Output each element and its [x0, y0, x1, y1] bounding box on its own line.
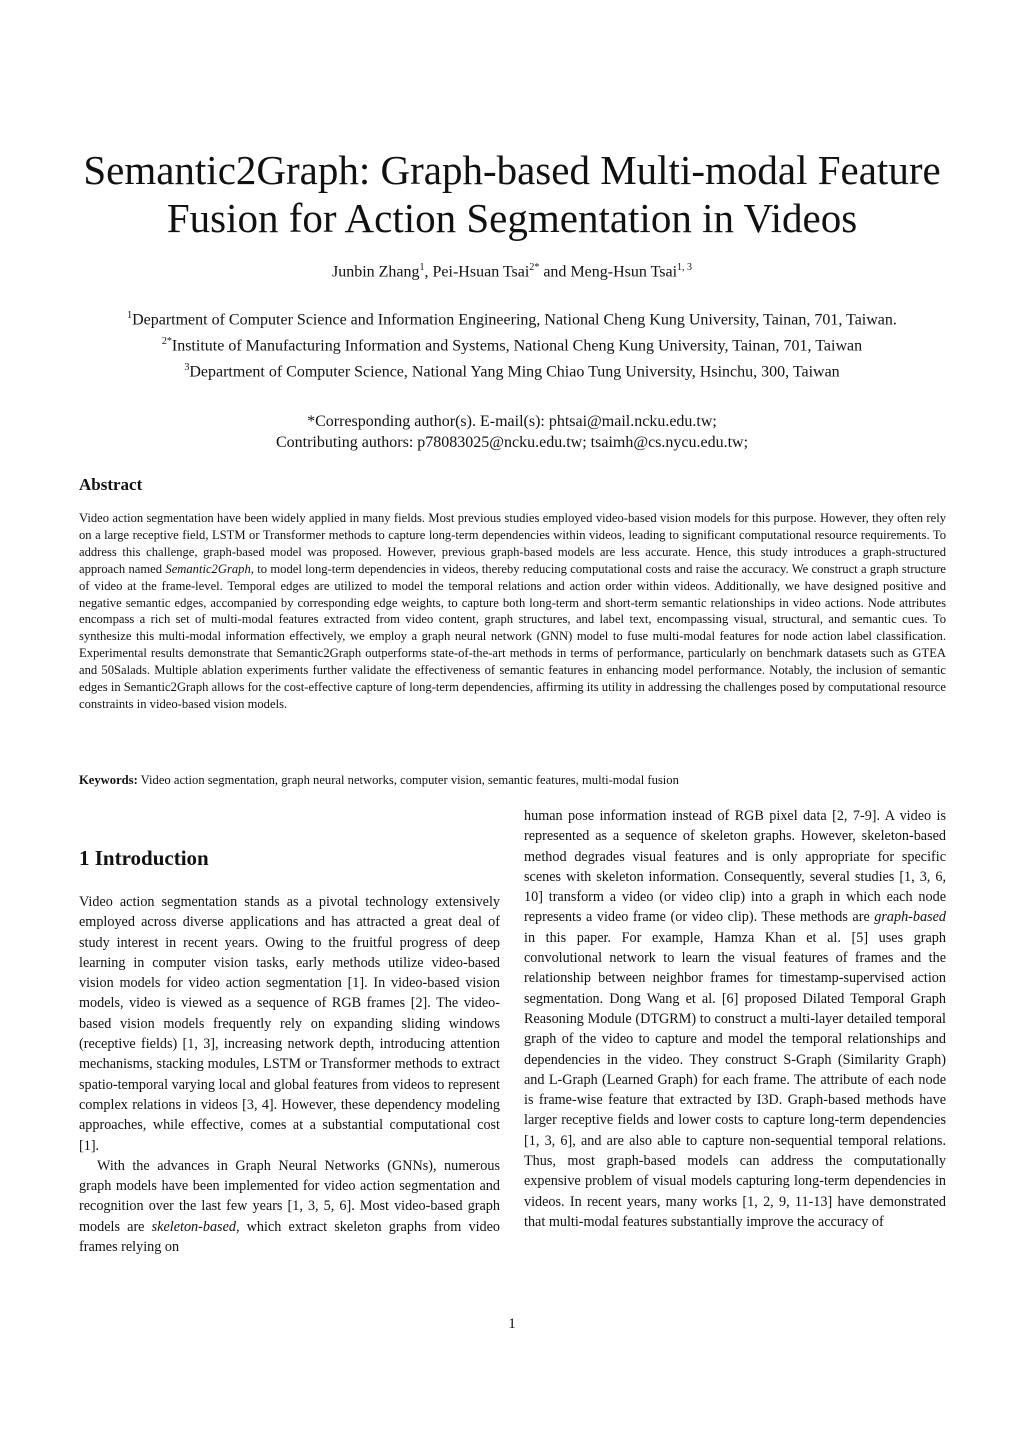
affil-text: Department of Computer Science, National Yang Ming Chiao Tung University, Hsinchu, 300, Taiwan [189, 362, 840, 380]
affiliation [90, 357, 934, 383]
right-column [524, 806, 946, 1232]
paragraph-text: With the advances in Graph Neural Networks (GNNs), numerous graph models have been implemented for video action segmentation and recognition over the last few years [1, 3, 5, 6]. Most video-based graph models are [79, 1157, 500, 1235]
page-number: 1 [508, 1316, 516, 1332]
keywords-text: Video action segmentation, graph neural networks, computer vision, semantic features, multi-modal fusion [137, 773, 679, 787]
contributing-authors: Contributing authors: p78083025@ncku.edu.tw; tsaimh@cs.nycu.edu.tw; [275, 434, 749, 451]
affil-mark: 2* [161, 335, 172, 347]
author-list [60, 258, 964, 282]
paper-title [60, 146, 964, 242]
author-separator: and [539, 263, 571, 281]
keywords-label: Keywords: [79, 773, 138, 787]
author-separator: , [424, 263, 433, 281]
corresponding-author: *Corresponding author(s). E-mail(s): phtsai@mail.ncku.edu.tw; [307, 413, 717, 430]
author-name: Junbin Zhang [331, 263, 420, 281]
affil-mark: 1 [127, 310, 133, 321]
keywords [79, 772, 946, 789]
affiliations [90, 305, 934, 382]
abstract-emphasis: Semantic2Graph [165, 561, 251, 576]
affiliation [90, 305, 934, 331]
paragraph-emphasis: skeleton-based [151, 1218, 236, 1235]
abstract-heading: Abstract [79, 475, 143, 494]
affil-text: Institute of Manufacturing Information and Systems, National Cheng Kung University, Tainan, 701, Taiwan [171, 337, 863, 355]
author-name: Pei-Hsuan Tsai [432, 263, 530, 281]
affil-mark: 3 [184, 361, 190, 373]
author-affil-mark: 1, 3 [677, 262, 693, 273]
title-line-2: Fusion for Action Segmentation in Videos [166, 195, 858, 241]
abstract-text: , to model long-term dependencies in videos, thereby reducing computational costs and raise the accuracy. We construct a graph structure of video at the frame-level. Temporal edges are utilized to model the temporal relations and action order within videos. Additionally, we have designed positive and negative semantic edges, accompanied by corresponding edge weights, to capture both long-term and short-term semantic relationships in video actions. Node attributes encompass a rich set of multi-modal features extracted from video content, graph structures, and label text, encompassing visual, structural, and semantic cues. To synthesize this multi-modal information effectively, we employ a graph neural network (GNN) model to fuse multi-modal features for node action label classification. Experimental results demonstrate that Semantic2Graph outperforms state-of-the-art methods in terms of performance, particularly on benchmark datasets such as GTEA and 50Salads. Multiple ablation experiments further validate the effectiveness of semantic features in enhancing model performance. Notably, the inclusion of semantic edges in Semantic2Graph allows for the cost-effective capture of long-term dependencies, affirming its utility in addressing the challenges posed by computational resource constraints in video-based vision models. [79, 561, 946, 711]
paragraph [524, 806, 946, 1232]
affil-text: Department of Computer Science and Information Engineering, National Cheng Kung University, Tainan, 701, Taiwan. [132, 311, 897, 329]
paragraph [79, 1156, 500, 1257]
affiliation [90, 331, 934, 357]
left-column [79, 892, 500, 1257]
abstract-text: Video action segmentation have been widely applied in many fields. Most previous studies employed video-based vision models for this purpose. However, they often rely on a large receptive field, LSTM or Transformer methods to capture long-term dependencies within videos, leading to significant computational resource requirements. To address this challenge, graph-based model was proposed. However, previous graph-based models are less accurate. Hence, this study introduces a graph-structured approach named [79, 511, 946, 576]
correspondence [90, 411, 934, 453]
paragraph-text: in this paper. For example, Hamza Khan et al. [5] uses graph convolutional network to learn the visual features of frames and the relationship between neighbor frames for timestamp-supervised action segmentation. Dong Wang et al. [6] proposed Dilated Temporal Graph Reasoning Module (DTGRM) to construct a multi-layer detailed temporal graph of the video to capture and model the temporal relationships and dependencies in the video. They construct S-Graph (Similarity Graph) and L-Graph (Learned Graph) for each frame. The attribute of each node is frame-wise feature that extracted by I3D. Graph-based methods have larger receptive fields and lower costs to capture long-term dependencies [1, 3, 6], and are also able to capture non-sequential temporal relations. Thus, most graph-based models can address the computationally expensive problem of visual models capturing long-term dependencies in videos. In recent years, many works [1, 2, 9, 11-13] have demonstrated that multi-modal features substantially improve the accuracy of [524, 929, 946, 1230]
paragraph-emphasis: graph-based [874, 909, 946, 926]
section-heading: 1 Introduction [79, 846, 209, 870]
abstract-body [79, 510, 946, 713]
paragraph: Video action segmentation stands as a pivotal technology extensively employed across diverse applications and has attracted a great deal of study interest in recent years. Owing to the fruitful progress of deep learning in computer vision tasks, early methods utilize video-based vision models for video action segmentation [1]. In video-based vision models, video is viewed as a sequence of RGB frames [2]. The video-based vision models frequently rely on expanding sliding windows (receptive fields) [1, 3], increasing network depth, introducing attention mechanisms, stacking modules, LSTM or Transformer methods to extract spatio-temporal varying local and global features from videos to represent complex relations in videos [3, 4]. However, these dependency modeling approaches, while effective, comes at a substantial computational cost [1]. [79, 894, 500, 1154]
title-line-1: Semantic2Graph: Graph-based Multi-modal Feature [83, 147, 941, 193]
author-affil-mark: 1 [419, 262, 425, 273]
paragraph-text: human pose information instead of RGB pixel data [2, 7-9]. A video is represented as a sequence of skeleton graphs. However, skeleton-based method degrades visual features and is only appropriate for specific scenes with skeleton information. Consequently, several studies [1, 3, 6, 10] transform a video (or video clip) into a graph in which each node represents a video frame (or video clip). These methods are [524, 808, 946, 926]
paragraph-text: , which extract skeleton graphs from video frames relying on [79, 1218, 501, 1256]
author-affil-mark: 2* [529, 262, 540, 273]
author-name: Meng-Hsun Tsai [570, 263, 678, 281]
